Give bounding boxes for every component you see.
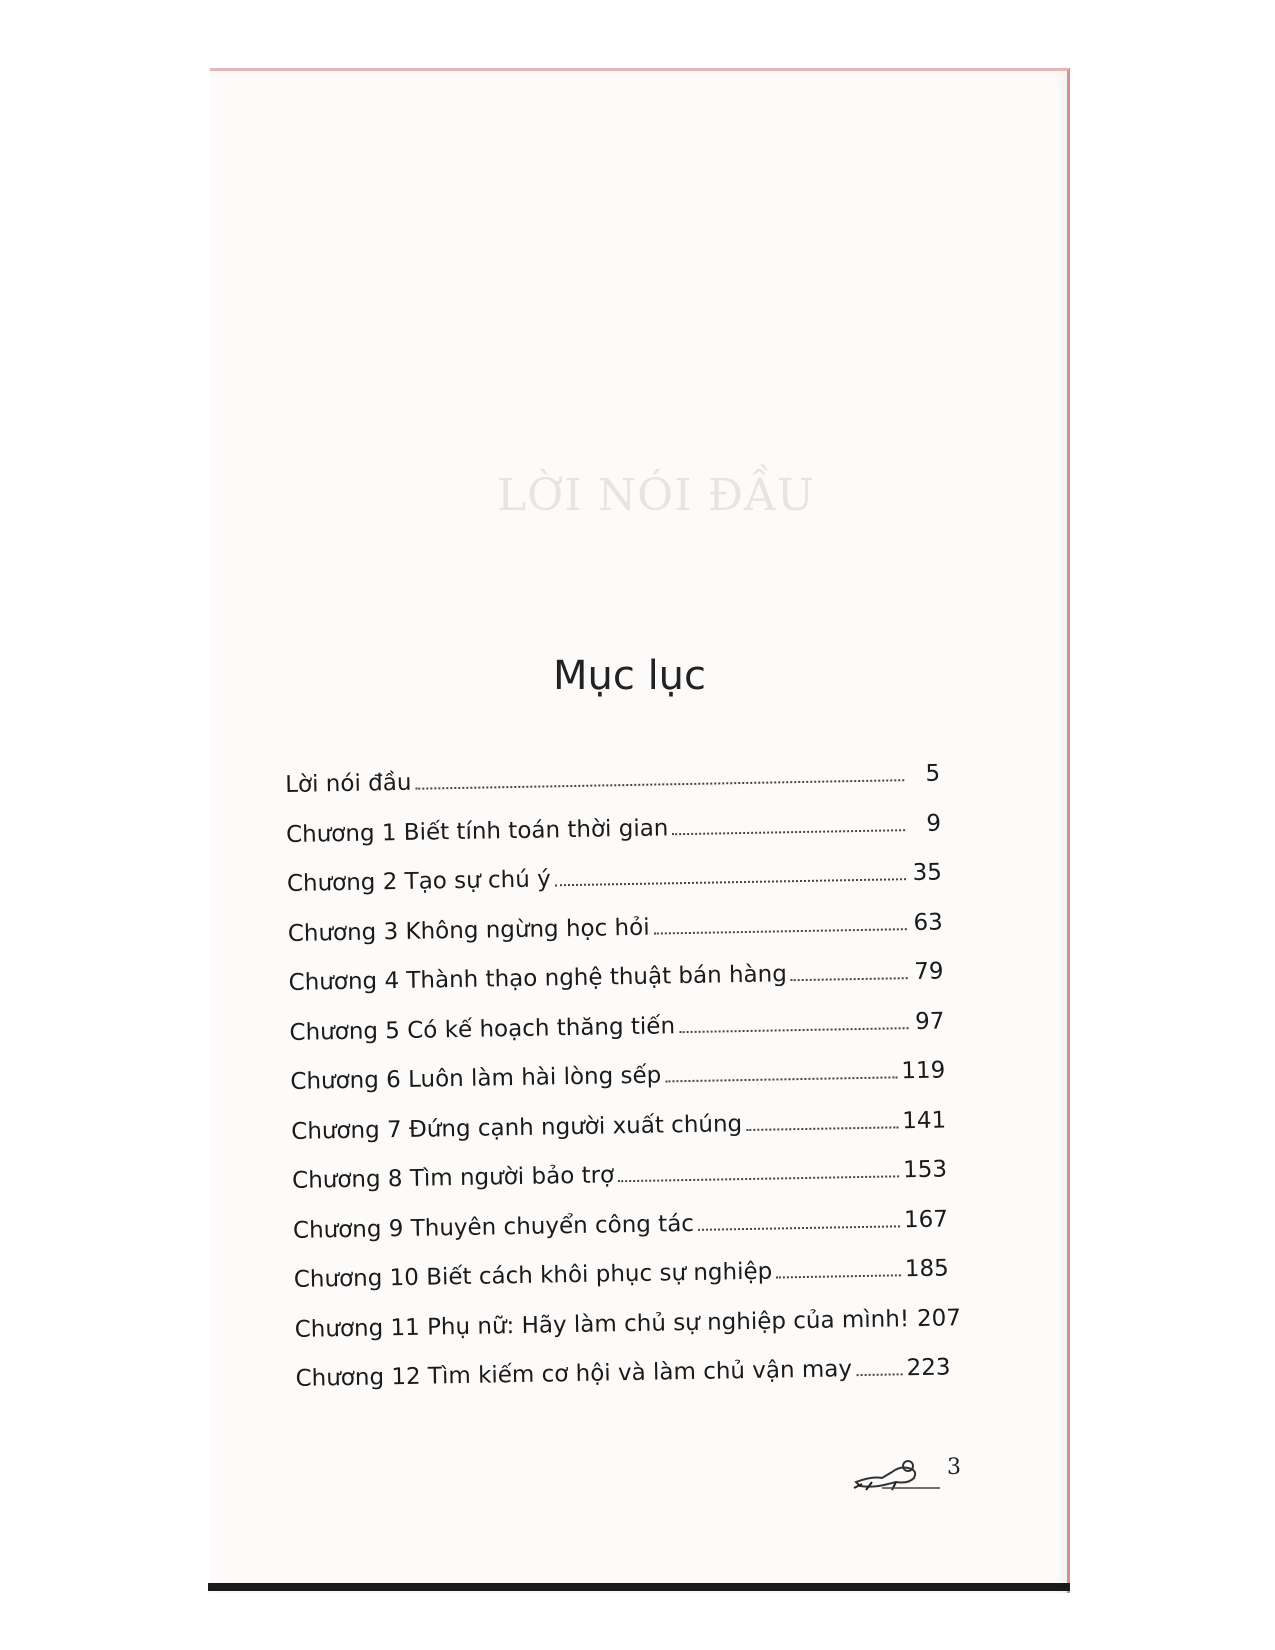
dot-leader <box>665 1076 897 1082</box>
page-number: 3 <box>947 1455 961 1480</box>
dot-leader <box>746 1126 898 1131</box>
running-figure-icon <box>852 1452 942 1492</box>
toc-entry-page: 119 <box>901 1057 946 1085</box>
dot-leader <box>555 878 906 886</box>
toc-entry-label: Chương 3 Không ngừng học hỏi <box>287 914 650 947</box>
toc-entry-label: Chương 2 Tạo sự chú ý <box>286 866 551 897</box>
page-bottom-edge <box>208 1583 1070 1591</box>
toc-entry-page: 207 <box>916 1304 962 1332</box>
toc-entry-label: Chương 6 Luôn làm hài lòng sếp <box>290 1062 662 1095</box>
toc-title: Mục lục <box>553 652 707 699</box>
toc-entry-label: Chương 1 Biết tính toán thời gian <box>285 814 669 848</box>
dot-leader <box>672 829 905 835</box>
dot-leader <box>698 1225 900 1231</box>
toc-entry-label: Lời nói đầu <box>285 769 412 798</box>
toc-entry-page: 5 <box>925 760 941 787</box>
toc-entry-page: 223 <box>906 1354 951 1382</box>
toc-entry-label: Chương 12 Tìm kiếm cơ hội và làm chủ vận may <box>295 1356 853 1392</box>
toc-entry-label: Chương 9 Thuyên chuyển công tác <box>292 1210 695 1244</box>
bleed-through-heading: LỜI NÓI ĐẦU <box>497 470 815 521</box>
dot-leader <box>654 928 907 934</box>
toc-entry-page: 185 <box>904 1255 949 1283</box>
toc-entry-page: 79 <box>914 958 944 986</box>
toc-entry-page: 97 <box>914 1008 945 1035</box>
toc-entry-page: 9 <box>926 810 942 837</box>
toc-entry-label: Chương 11 Phụ nữ: Hãy làm chủ sự nghiệp của mình! <box>294 1305 910 1343</box>
dot-leader <box>776 1274 901 1278</box>
toc-entry-page: 167 <box>903 1206 949 1233</box>
toc-entry-page: 35 <box>912 859 943 887</box>
toc-entry-label: Chương 8 Tìm người bảo trợ <box>291 1162 615 1194</box>
dot-leader <box>856 1373 903 1376</box>
toc-entry-label: Chương 10 Biết cách khôi phục sự nghiệp <box>293 1258 773 1293</box>
dot-leader <box>416 779 905 790</box>
toc-entry-page: 153 <box>902 1156 948 1184</box>
toc-list <box>285 760 962 1416</box>
toc-entry-label: Chương 5 Có kế hoạch thăng tiến <box>289 1012 676 1046</box>
toc-entry-label: Chương 4 Thành thạo nghệ thuật bán hàng <box>288 961 788 996</box>
dot-leader <box>791 977 908 981</box>
toc-entry-page: 63 <box>913 909 943 936</box>
dot-leader <box>618 1175 899 1182</box>
toc-entry-label: Chương 7 Đứng cạnh người xuất chúng <box>291 1110 743 1145</box>
dot-leader <box>679 1027 908 1033</box>
toc-entry-page: 141 <box>902 1107 947 1134</box>
